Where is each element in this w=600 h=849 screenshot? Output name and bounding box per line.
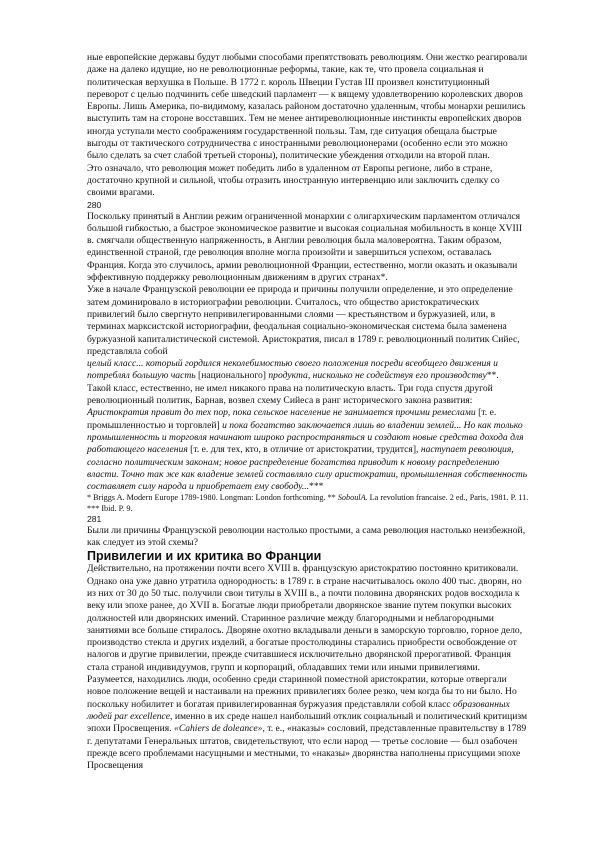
footnote-author: SoboulA.: [337, 493, 368, 503]
section-heading: Привилегии и их критика во Франции: [87, 549, 322, 564]
footnote-mark: **.: [486, 370, 499, 382]
emphasis-text: образованных людей par excellence: [87, 698, 510, 722]
quote-text: наступает революция, согласно политическим законам; новое распределение богатства приводит к новому распределению власти. Точно так же как владение землей составляло силу аристократии, промышленная собственность составляет силу народа и приобретает ему свободу...: [87, 444, 528, 493]
paragraph: Были ли причины Французской революции настолько простыми, а сама революция настолько неизбежной, как следует из этой схемы?: [87, 524, 526, 549]
quote-text: Аристократия правит до тех пор, пока сельское население не занимается прочими ремеслами: [87, 407, 476, 419]
footnote-text: * Briggs A. Modern Europe 1789-1980. Longman: London forthcoming. **: [87, 493, 338, 503]
quote-insert: [т. е. для тех, кто, в отличие от аристократии, трудится],: [187, 444, 421, 456]
paragraph: Это означало, что революция может победить либо в удаленном от Европы регионе, либо в стране, достаточно крупной и сильной, чтобы отразить иностранную интервенцию или заключить сделку со своими врагами.: [87, 162, 500, 199]
block-quote: [87, 358, 529, 383]
page-number: 281: [87, 513, 102, 524]
paragraph: Уже в начале Французской революции ее природа и причины получили определение, и это определение затем доминировало в историографии революции. Считалось, что общество аристократических привилегий было свергнуто непривилегированными слоями — крестьянством и буржуазией, или, в терминах марксистской историографии, феодальная социально-экономическая система была заменена буржуазной капиталистической системой. Аристократия, писал в 1789 г. революционный политик Сийес, представляла собой: [87, 284, 520, 357]
paragraph-text: , именно в их среде нашел наибольший отклик социальный и политический критицизм эпохи Просвещения.: [87, 710, 528, 735]
quote-insert: [т. е. промышленностью и торговлей]: [87, 407, 497, 431]
paragraph: Такой класс, естественно, не имел никакого права на политическую власть. Три года спустя другой революционный политик, Барнав, возвел схему Сийеса в ранг исторического закона развития:: [87, 382, 493, 407]
page-number: 280: [87, 199, 102, 210]
paragraph-text: Действительно, на протяжении почти всего XVIII в. французскую аристократию постоянно критиковали. Однако она уже давно утратила однородность: в 1789 г. в стране насчитывалось около 400 тыс. дворян, но из них от 30 до 50 тыс. получили свои титулы в XVIII в., а почти половина дворянских родов восходила к веку или эпохе ранее, до XVII в. Богатые люди приобретали дворянское звание путем покупки высоких должностей или дворянских имений. Старинное различие между благородными и неблагородными занятиями все больше стиралось. Дворяне охотно вкладывали деньги в заморскую торговлю, горное дело, производство стекла и других изделий, а богатые простолюдины старались приобрести освобождение от налогов и другие привилегии, прежде считавшиеся исключительно дворянской прерогативой. Франция стала страной индивидуумов, групп и корпораций, обладавших теми или иными привилегиями. Разумеется, находились люди, особенно среди старинной поместной аристократии, которые отвергали новое положение вещей и настаивали на прежних привилегиях более резко, чем когда бы то ни было. Но поскольку нобилитет и богатая привилегированная буржуазия представляли собой класс: [87, 563, 523, 710]
paragraph: Поскольку принятый в Англии режим ограниченной монархии с олигархическим парламентом отличался большой гибкостью, а быстрое экономическое развитие и высокая социальная мобильность в конце XVIII в. смягчали общественную напряженность, в Англии революция была маловероятна. Таким образом, единственной страной, где революция вполне могла произойти и завершиться успехом, оставалась Франция. Когда это случилось, армии революционной Франции, естественно, могли оказать и оказывали эффективную поддержку революционным движениям в других странах*.: [87, 210, 523, 284]
quote-text: и пока богатство заключается лишь во владении землей... Но как только промышленность и торговля начинают широко распространяться и создают новые средства дохода для работающего населения: [87, 419, 524, 456]
block-quote: [87, 407, 529, 493]
footnotes: [87, 493, 529, 513]
quote-text: продукта, нисколько не содействуя его производству: [268, 370, 487, 382]
quote-insert: [национального]: [195, 370, 269, 382]
paragraph: ные европейские державы будут любыми способами препятствовать революциям. Они жестко реагировали даже на далеко идущие, но не революционные реформы, такие, как те, что провела социальная и политическая верхушка в Польше. В 1772 г. король Швеции Густав III произвел конституционный переворот с целью подчинить себе шведский парламент — к вящему удовлетворению королевских дворов Европы. Лишь Америка, по-видимому, казалась районом достаточно удаленным, чтобы монархи решились выступить там на стороне восставших. Тем не менее антиреволюционные инстинкты европейских дворов иногда уступали место соображениям государственной пользы. Там, где ситуация обещала быстрые выгоды от тактического сотрудничества с иностранными революционерами (особенно если это можно было сделать за счет слабой третьей стороны), политические убеждения отходили на второй план.: [87, 52, 528, 162]
emphasis-text: «Cahiers de doleance»: [174, 723, 263, 735]
paragraph-text: , т. е., «наказы» сословий, представленные правительству в 1789 г. депутатами Генеральных штатов, свидетельствуют, что если народ — третье сословие — был озабочен прежде всего проблемами насущными и местными, то «наказы» дворянства наполнены присущими эпохе Просвещения: [87, 723, 527, 772]
footnote-mark: ***: [309, 481, 324, 493]
paragraph: [87, 563, 529, 772]
document-page: [87, 52, 529, 772]
footnote-text: La revolution francaise. 2 ed., Paris, 1981. P. 11. *** Ibid. P. 9.: [87, 493, 529, 513]
quote-text: целый класс... который гордился неколебимостью своего положения посреди всеобщего движения и потреблял большую часть: [87, 358, 498, 382]
